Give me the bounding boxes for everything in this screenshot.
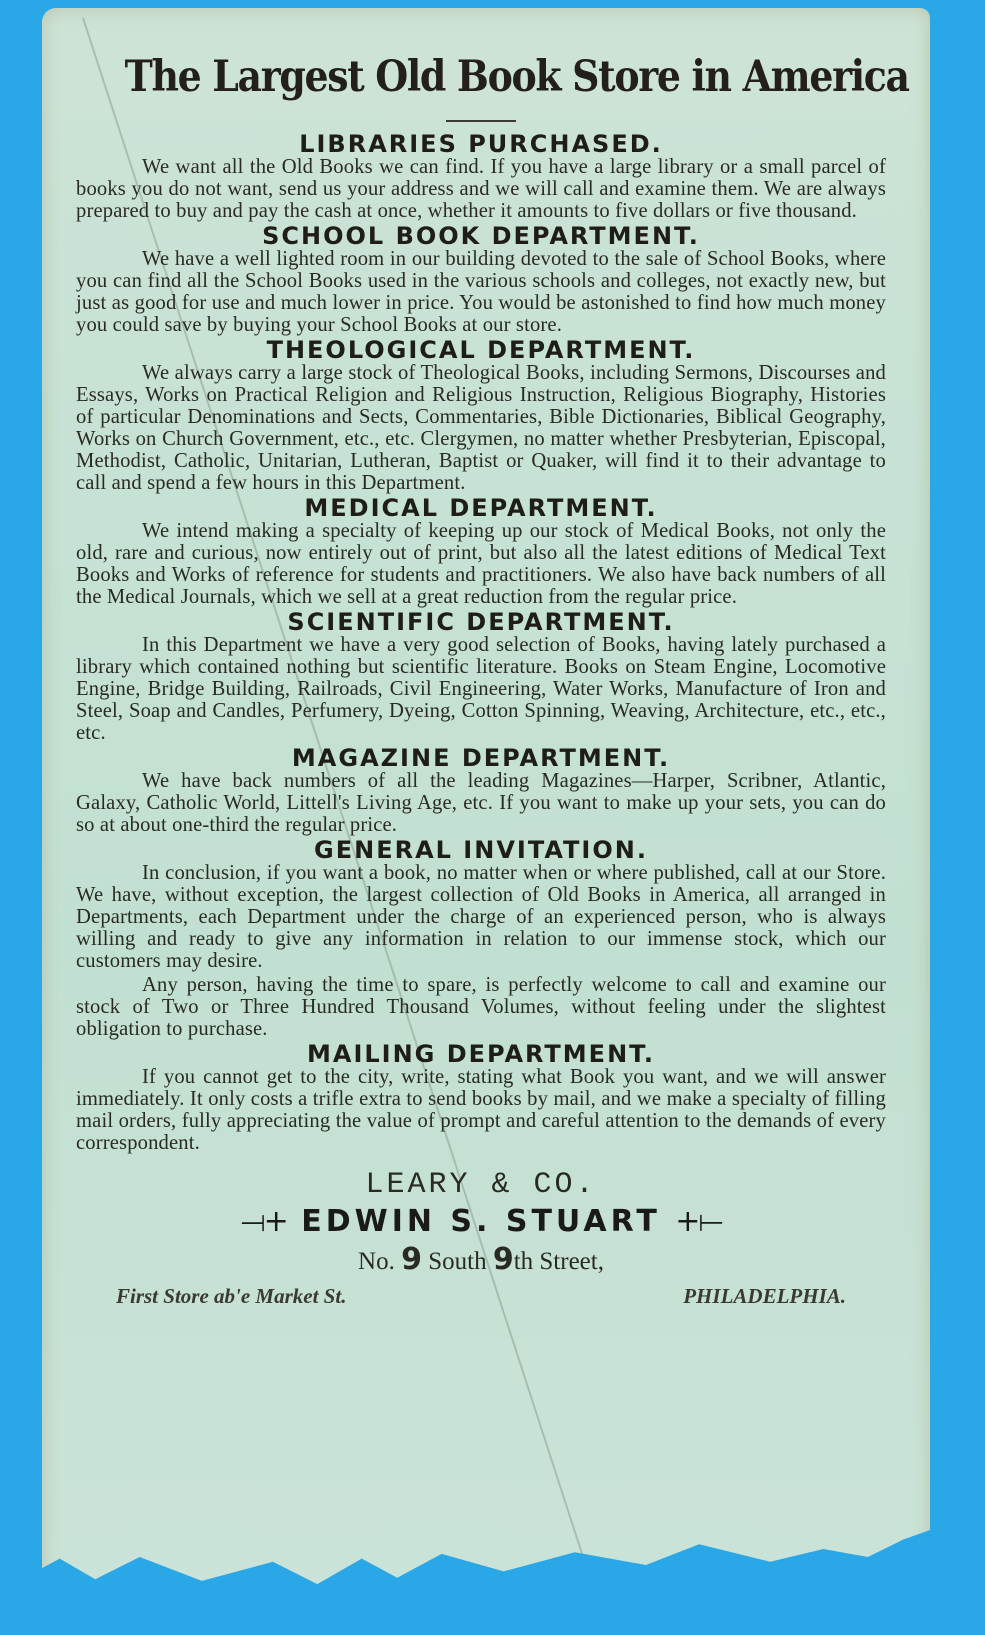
section-heading: GENERAL INVITATION. [314, 836, 648, 864]
section-paragraph: In this Department we have a very good selection of Books, having lately purchased a library which contained nothing but scientific literature. Books on Steam Engine, Locomotive Engine, Bridge Building, Railroads, Civil Engineering, Water Works, Manufacture of Iron and Steel, Soap and Candles, Perfumery, Dyeing, Cotton Spinning, Weaving, Architecture, etc., etc., etc. [76, 634, 886, 744]
section-heading: THEOLOGICAL DEPARTMENT. [266, 336, 696, 364]
section-heading: LIBRARIES PURCHASED. [299, 130, 663, 158]
address-number: 9 [401, 1242, 422, 1277]
address-street-number: 9 [492, 1242, 514, 1277]
section-paragraph: We intend making a specialty of keeping up our stock of Medical Books, not only the old, rare and curious, now entirely out of print, but also all the latest editions of Medical Text Books and Works of reference for students and practitioners. We also have back numbers of all the Medical Journals, which we sell at a great reduction from the regular price. [76, 520, 886, 608]
section-general-invitation [76, 838, 886, 1040]
section-paragraph: We have back numbers of all the leading Magazines—Harper, Scribner, Atlantic, Galaxy, Catholic World, Littell's Living Age, etc. If you want to make up your sets, you can do so at about one-third the regular price. [76, 770, 886, 836]
torn-text-right: PHILADELPHIA. [683, 1284, 846, 1308]
street-address [76, 1242, 886, 1280]
section-paragraph: We have a well lighted room in our building devoted to the sale of School Books, where you can find all the School Books used in the various schools and colleges, not exactly new, but just as good for use and much lower in price. You would be astonished to find how much money you could save by buying your School Books at our store. [76, 248, 886, 336]
section-paragraph: If you cannot get to the city, write, stating what Book you want, and we will answer immediately. It only costs a trifle extra to send books by mail, and we make a specialty of filling mail orders, fully appreciating the value of prompt and careful attention to the demands of every correspondent. [76, 1066, 886, 1154]
address-street-word: South [428, 1248, 487, 1275]
sections-list [76, 132, 886, 1154]
section-medical-department [76, 496, 886, 608]
section-theological-department [76, 338, 886, 494]
ornament-left-icon: ⟞+ [240, 1204, 287, 1239]
section-heading: MAGAZINE DEPARTMENT. [291, 744, 671, 772]
section-heading: SCHOOL BOOK DEPARTMENT. [262, 222, 700, 250]
section-heading: MEDICAL DEPARTMENT. [304, 494, 658, 522]
section-libraries-purchased [76, 132, 886, 222]
section-heading: SCIENTIFIC DEPARTMENT. [287, 608, 675, 636]
section-paragraph: We always carry a large stock of Theological Books, including Sermons, Discourses and Essays, Works on Practical Religion and Religious Instruction, Religious Biography, Histories of particular Denominations and Sects, Commentaries, Bible Dictionaries, Biblical Geography, Works on Church Government, etc., etc. Clergymen, no matter whether Presbyterian, Episcopal, Methodist, Catholic, Unitarian, Lutheran, Baptist or Quaker, will find it to their advantage to call and spend a few hours in this Department. [76, 362, 886, 494]
section-paragraph: We want all the Old Books we can find. If you have a large library or a small parcel of books you do not want, send us your address and we will call and examine them. We are always prepared to buy and pay the cash at once, whether it amounts to five dollars or five thousand. [76, 156, 886, 222]
title-divider [446, 120, 516, 122]
owner-line [76, 1202, 886, 1242]
section-paragraph: In conclusion, if you want a book, no matter when or where published, call at our Store. We have, without exception, the largest collection of Old Books in America, all arranged in Departments, each Department under the charge of an experienced person, who is always willing and ready to give any information in relation to our immense stock, which our customers may desire. [76, 862, 886, 972]
card-content [76, 52, 909, 1309]
section-magazine-department [76, 746, 886, 836]
owner-name: EDWIN S. STUART [301, 1204, 661, 1239]
footer [76, 1168, 886, 1309]
ornament-right-icon: +⟝ [675, 1204, 722, 1239]
section-heading: MAILING DEPARTMENT. [306, 1040, 655, 1068]
section-paragraph: Any person, having the time to spare, is perfectly welcome to call and examine our stock of Two or Three Hundred Thousand Volumes, without feeling under the slightest obligation to purchase. [76, 974, 886, 1040]
section-school-book-department [76, 224, 886, 336]
address-suffix: th Street, [513, 1248, 604, 1275]
page-title: The Largest Old Book Store in America [124, 52, 909, 102]
address-prefix: No. [358, 1248, 395, 1275]
torn-bottom-line [76, 1284, 886, 1309]
section-mailing-department [76, 1042, 886, 1154]
section-scientific-department [76, 610, 886, 744]
torn-text-left: First Store ab'e Market St. [116, 1284, 347, 1308]
firm-name: LEARY & CO. [365, 1168, 597, 1202]
